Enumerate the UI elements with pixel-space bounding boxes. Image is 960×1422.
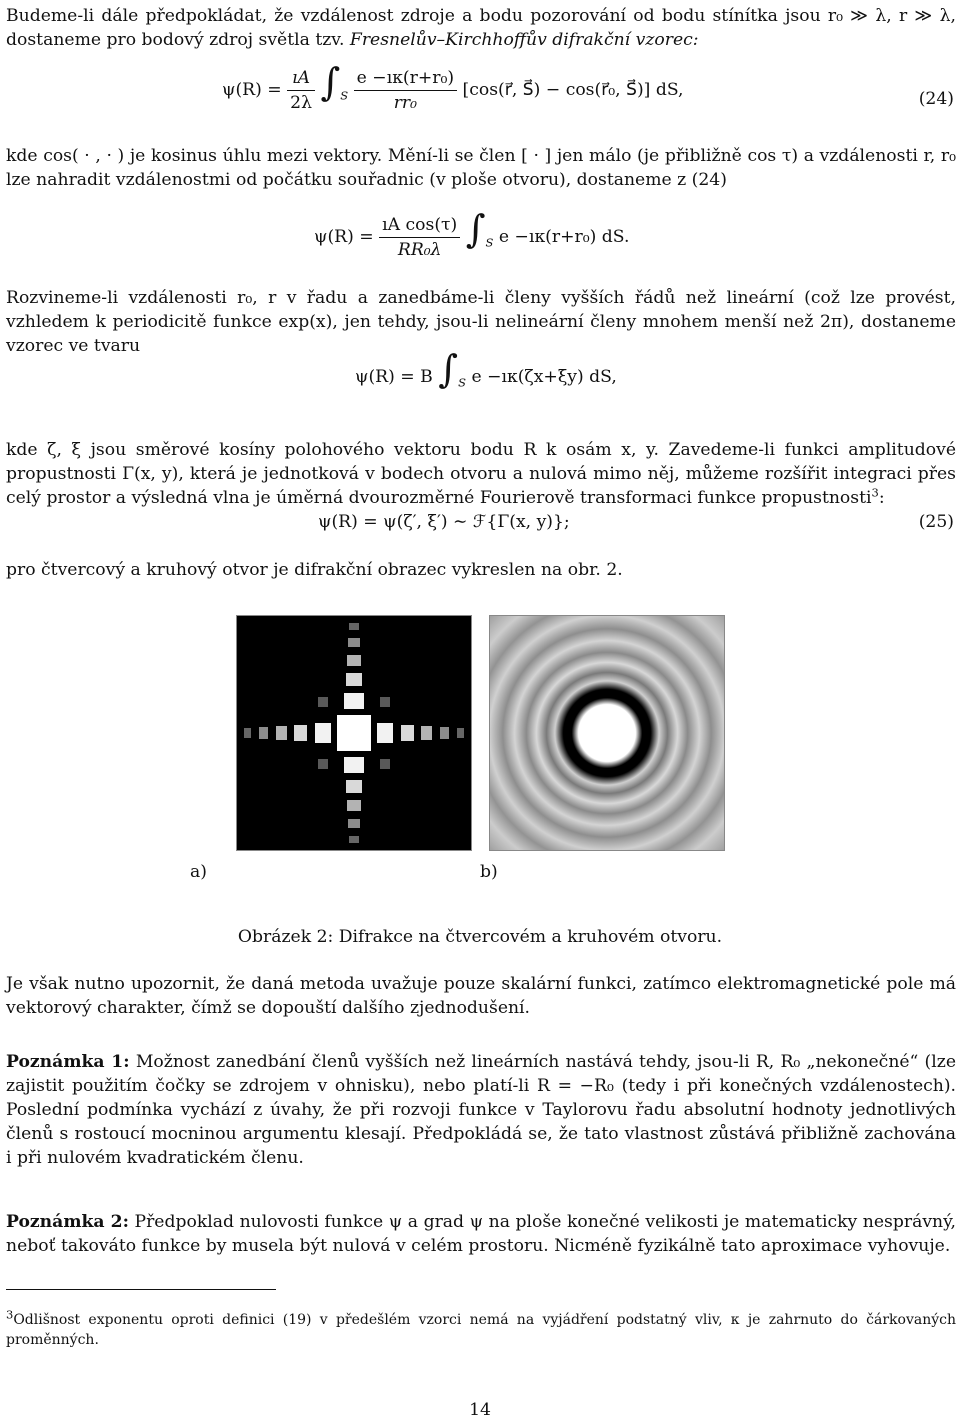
figure-caption: Obrázek 2: Difrakce na čtvercovém a kruhovém otvoru. bbox=[237, 927, 723, 947]
note-2 bbox=[6, 1210, 956, 1258]
eq-mid-domain: S bbox=[485, 235, 494, 250]
paragraph-4 bbox=[6, 438, 956, 510]
eq24-coef-den: 2λ bbox=[290, 93, 313, 113]
formula-name: Fresnelův–Kirchhoffův difrakční vzorec: bbox=[349, 30, 699, 50]
eq-mid-rest: e −ıκ(r+r₀) dS. bbox=[498, 227, 630, 247]
paragraph-3: Rozvineme-li vzdálenosti r₀, r v řadu a zanedbáme-li členy vyšších řádů než lineární (což lze provést, vzhledem k periodicitě funkce exp(x), jen tehdy, jsou-li nelineární členy mnohem menší než 2π), dostaneme vzorec ve tvaru bbox=[6, 288, 956, 356]
equation-cos-tau bbox=[314, 207, 630, 262]
note-1-title: Poznámka 1: bbox=[6, 1052, 130, 1072]
note-1 bbox=[6, 1050, 956, 1170]
footnote-ref-3: 3 bbox=[871, 485, 879, 500]
eq24-integral-sign: ∫ bbox=[320, 60, 341, 104]
intro-text: Budeme-li dále předpokládat, že vzdálenost zdroje a bodu pozorování od bodu stínítka jsou r₀ ≫ λ, r ≫ λ, dostaneme pro bodový zdroj světla tzv. bbox=[6, 6, 956, 50]
note-1-text: Možnost zanedbání členů vyšších než lineárních nastává tehdy, jsou-li R, R₀ „nekonečné“ (lze zajistit použitím čočky se zdrojem v ohnisku), nebo platí-li R = −R₀ (tedy i při konečných vzdálenostech). Poslední podmínka vychází z úvahy, že při rozvoji funkce v Taylorovu řadu absolutní hodnoty jednotlivých členů s rostoucí mocninou argumentu klesají. Předpokládá se, že tato vlastnost zůstává přibližně zachována i při nulovém kvadratickém členu. bbox=[6, 1052, 956, 1168]
figure-circular-diffraction bbox=[489, 615, 725, 858]
eq-b-rest: e −ıκ(ζx+ξy) dS, bbox=[471, 367, 617, 387]
eq24-number: (24) bbox=[918, 89, 954, 109]
eq24-kernel-num: e −ıκ(r+r₀) bbox=[354, 66, 457, 91]
footnote-rule bbox=[6, 1289, 276, 1290]
eq24-coef-num: ıA bbox=[287, 66, 315, 91]
eq24-coefficient bbox=[287, 66, 315, 115]
eq25-number: (25) bbox=[918, 512, 954, 532]
note-2-title: Poznámka 2: bbox=[6, 1212, 129, 1232]
eq-b-integral-sign: ∫ bbox=[438, 347, 459, 391]
eq24-lhs: ψ(R) = bbox=[222, 80, 282, 100]
paragraph-2: kde cos( · , · ) je kosinus úhlu mezi vektory. Mění-li se člen [ · ] jen málo (je přibližně cos τ) a vzdálenosti r, r₀ lze nahradit vzdálenostmi od počátku souřadnic (v ploše otvoru), dostaneme z (24) bbox=[6, 146, 956, 190]
footnote-text: Odlišnost exponentu oproti definici (19) v předešlém vzorci nemá na vyjádření podstatný vliv, κ je zahrnuto do čárkovaných proměnných. bbox=[6, 1312, 956, 1348]
intro-paragraph bbox=[6, 4, 956, 52]
eq-mid-integral-sign: ∫ bbox=[465, 207, 486, 251]
equation-b bbox=[355, 347, 617, 391]
equation-24 bbox=[222, 60, 684, 115]
circular-diffraction-image bbox=[489, 615, 725, 851]
eq24-domain: S bbox=[340, 88, 349, 103]
eq-mid-den: RR₀λ bbox=[397, 240, 442, 260]
paragraph-5: pro čtvercový a kruhový otvor je difrakční obrazec vykreslen na obr. 2. bbox=[6, 560, 623, 580]
eq-b-domain: S bbox=[458, 375, 466, 390]
paragraph-6: Je však nutno upozornit, že daná metoda uvažuje pouze skalární funkci, zatímco elektromagnetické pole má vektorový charakter, čímž se dopouští dalšího zjednodušení. bbox=[6, 974, 956, 1018]
eq-mid-num: ıA cos(τ) bbox=[379, 213, 460, 238]
eq24-kernel bbox=[354, 66, 457, 115]
footnote-3 bbox=[6, 1307, 956, 1350]
note-2-text: Předpoklad nulovosti funkce ψ a grad ψ na ploše konečné velikosti je matematicky nesprávný, neboť takováto funkce by musela být nulová v celém prostoru. Nicméně fyzikálně tato aproximace vyhovuje. bbox=[6, 1212, 956, 1256]
footnote-mark: 3 bbox=[6, 1307, 14, 1322]
para4-tail: : bbox=[878, 488, 885, 508]
figure-label-b: b) bbox=[480, 862, 498, 882]
eq24-kernel-den: rr₀ bbox=[393, 93, 418, 113]
eq-b-lhs: ψ(R) = B bbox=[355, 367, 433, 387]
page-number: 14 bbox=[469, 1400, 491, 1420]
square-diffraction-image bbox=[236, 615, 472, 851]
eq24-bracket: [cos(r⃗, S⃗) − cos(r⃗₀, S⃗)] dS, bbox=[462, 80, 684, 100]
equation-25: ψ(R) = ψ(ζ′, ξ′) ∼ ℱ{Γ(x, y)}; bbox=[318, 512, 570, 532]
eq-mid-lhs: ψ(R) = bbox=[314, 227, 374, 247]
figure-label-a: a) bbox=[190, 862, 207, 882]
para4-text: kde ζ, ξ jsou směrové kosíny polohového vektoru bodu R k osám x, y. Zavedeme-li funkci amplitudové propustnosti Γ(x, y), která je jednotková v bodech otvoru a nulová mimo něj, můžeme rozšířit integraci přes celý prostor a výsledná vlna je úměrná dvourozměrné Fourierově transformaci funkce propustnosti bbox=[6, 440, 956, 508]
figure-square-diffraction bbox=[236, 615, 472, 858]
eq-mid-fraction bbox=[379, 213, 460, 262]
